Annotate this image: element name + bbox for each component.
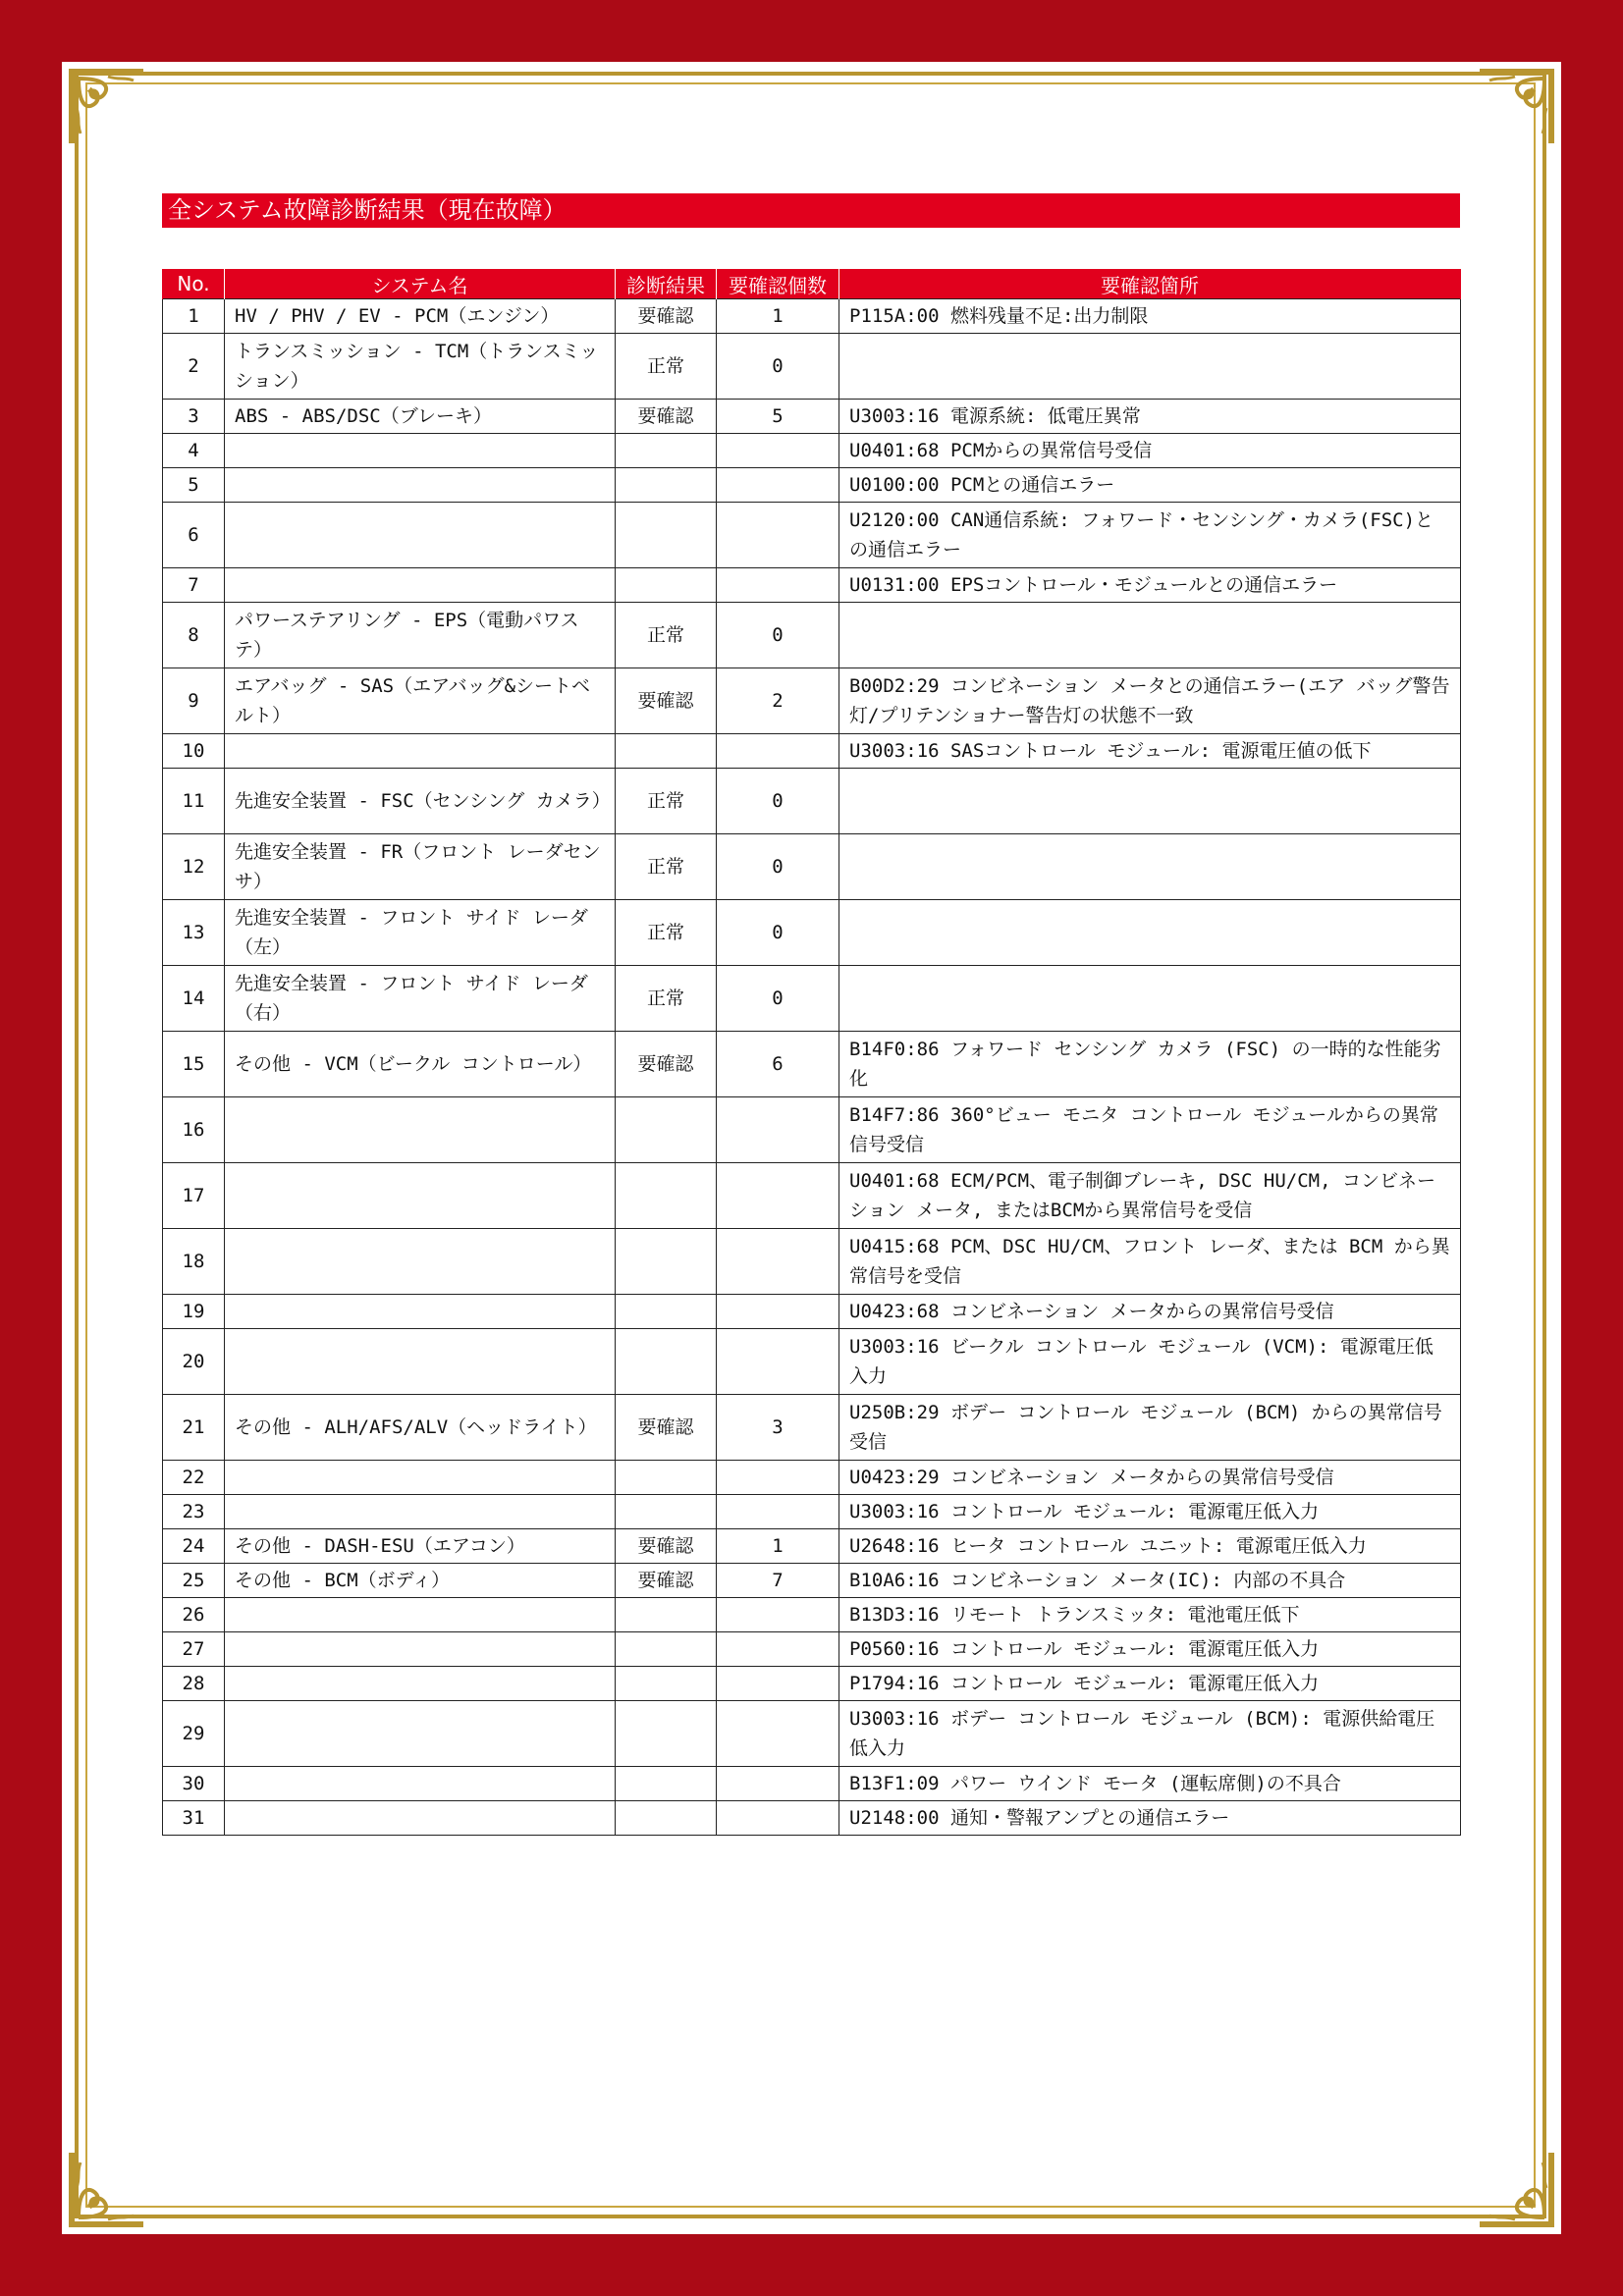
cell-check-count xyxy=(717,1097,839,1163)
cell-no: 27 xyxy=(163,1632,225,1667)
cell-system-name xyxy=(225,1667,616,1701)
cell-system-name xyxy=(225,1461,616,1495)
cell-no: 28 xyxy=(163,1667,225,1701)
cell-check-count xyxy=(717,468,839,503)
cell-diagnosis-result: 正常 xyxy=(616,769,717,834)
cell-no: 9 xyxy=(163,668,225,734)
cell-no: 23 xyxy=(163,1495,225,1529)
table-row xyxy=(163,1801,1461,1836)
table-row xyxy=(163,603,1461,668)
cell-diagnosis-result xyxy=(616,1701,717,1767)
cell-check-item: U3003:16 SASコントロール モジュール: 電源電圧値の低下 xyxy=(839,734,1461,769)
cell-system-name xyxy=(225,1229,616,1295)
cell-check-item: U250B:29 ボデー コントロール モジュール (BCM) からの異常信号受信 xyxy=(839,1395,1461,1461)
cell-diagnosis-result xyxy=(616,468,717,503)
cell-check-count: 0 xyxy=(717,603,839,668)
cell-check-item: U0100:00 PCMとの通信エラー xyxy=(839,468,1461,503)
table-row xyxy=(163,1598,1461,1632)
table-body xyxy=(163,299,1461,1836)
cell-check-count xyxy=(717,1229,839,1295)
cell-system-name: その他 - VCM（ビークル コントロール） xyxy=(225,1032,616,1097)
cell-system-name: その他 - ALH/AFS/ALV（ヘッドライト） xyxy=(225,1395,616,1461)
table-row xyxy=(163,299,1461,334)
cell-system-name xyxy=(225,434,616,468)
table-row xyxy=(163,1767,1461,1801)
cell-no: 17 xyxy=(163,1163,225,1229)
table-row xyxy=(163,1564,1461,1598)
table-row xyxy=(163,1229,1461,1295)
cell-system-name xyxy=(225,468,616,503)
table-row xyxy=(163,1097,1461,1163)
cell-system-name: その他 - BCM（ボディ） xyxy=(225,1564,616,1598)
cell-no: 24 xyxy=(163,1529,225,1564)
cell-system-name xyxy=(225,1801,616,1836)
cell-no: 16 xyxy=(163,1097,225,1163)
cell-check-item: U0423:29 コンビネーション メータからの異常信号受信 xyxy=(839,1461,1461,1495)
cell-check-count xyxy=(717,434,839,468)
table-row xyxy=(163,1461,1461,1495)
cell-no: 22 xyxy=(163,1461,225,1495)
cell-check-item: B13D3:16 リモート トランスミッタ: 電池電圧低下 xyxy=(839,1598,1461,1632)
table-row xyxy=(163,834,1461,900)
cell-system-name xyxy=(225,503,616,568)
cell-system-name: その他 - DASH-ESU（エアコン） xyxy=(225,1529,616,1564)
cell-no: 5 xyxy=(163,468,225,503)
cell-check-count xyxy=(717,1632,839,1667)
cell-no: 10 xyxy=(163,734,225,769)
table-row xyxy=(163,966,1461,1032)
cell-check-item: U0131:00 EPSコントロール・モジュールとの通信エラー xyxy=(839,568,1461,603)
cell-check-count xyxy=(717,1495,839,1529)
cell-check-item: P0560:16 コントロール モジュール: 電源電圧低入力 xyxy=(839,1632,1461,1667)
cell-diagnosis-result xyxy=(616,734,717,769)
cell-diagnosis-result xyxy=(616,1097,717,1163)
cell-check-item xyxy=(839,834,1461,900)
table-row xyxy=(163,1529,1461,1564)
cell-diagnosis-result xyxy=(616,1632,717,1667)
cell-check-item: U3003:16 ボデー コントロール モジュール (BCM): 電源供給電圧低入力 xyxy=(839,1701,1461,1767)
cell-check-item xyxy=(839,334,1461,400)
section-title: 全システム故障診断結果（現在故障） xyxy=(162,193,1460,228)
cell-check-count: 1 xyxy=(717,1529,839,1564)
cell-check-item xyxy=(839,900,1461,966)
cell-diagnosis-result xyxy=(616,1667,717,1701)
table-row xyxy=(163,1395,1461,1461)
cell-check-item: B00D2:29 コンビネーション メータとの通信エラー(エア バッグ警告灯/プリテンショナー警告灯の状態不一致 xyxy=(839,668,1461,734)
cell-no: 12 xyxy=(163,834,225,900)
cell-system-name: ABS - ABS/DSC（ブレーキ） xyxy=(225,400,616,434)
table-row xyxy=(163,1329,1461,1395)
cell-system-name xyxy=(225,1097,616,1163)
cell-check-count: 2 xyxy=(717,668,839,734)
cell-check-item: U2148:00 通知・警報アンプとの通信エラー xyxy=(839,1801,1461,1836)
cell-check-count xyxy=(717,1701,839,1767)
table-header-row xyxy=(163,269,1461,299)
cell-check-item: U0401:68 PCMからの異常信号受信 xyxy=(839,434,1461,468)
cell-system-name xyxy=(225,1632,616,1667)
cell-check-item: U2120:00 CAN通信系統: フォワード・センシング・カメラ(FSC)との通信エラー xyxy=(839,503,1461,568)
cell-no: 29 xyxy=(163,1701,225,1767)
cell-check-item: B14F0:86 フォワード センシング カメラ (FSC) の一時的な性能劣化 xyxy=(839,1032,1461,1097)
cell-system-name xyxy=(225,1329,616,1395)
cell-check-count xyxy=(717,1767,839,1801)
cell-system-name xyxy=(225,734,616,769)
cell-system-name: 先進安全装置 - フロント サイド レーダ（左） xyxy=(225,900,616,966)
cell-no: 26 xyxy=(163,1598,225,1632)
cell-no: 14 xyxy=(163,966,225,1032)
table-row xyxy=(163,1295,1461,1329)
cell-diagnosis-result: 正常 xyxy=(616,966,717,1032)
ornament-corner-icon xyxy=(1476,65,1558,147)
cell-system-name: 先進安全装置 - フロント サイド レーダ（右） xyxy=(225,966,616,1032)
cell-check-item: P1794:16 コントロール モジュール: 電源電圧低入力 xyxy=(839,1667,1461,1701)
table-row xyxy=(163,503,1461,568)
cell-check-item: B10A6:16 コンビネーション メータ(IC): 内部の不具合 xyxy=(839,1564,1461,1598)
cell-no: 30 xyxy=(163,1767,225,1801)
cell-check-item: U2648:16 ヒータ コントロール ユニット: 電源電圧低入力 xyxy=(839,1529,1461,1564)
table-row xyxy=(163,1632,1461,1667)
cell-check-item: U0415:68 PCM、DSC HU/CM、フロント レーダ、または BCM から異常信号を受信 xyxy=(839,1229,1461,1295)
column-header-check: 要確認箇所 xyxy=(839,269,1461,299)
cell-no: 13 xyxy=(163,900,225,966)
table-row xyxy=(163,400,1461,434)
cell-check-count xyxy=(717,568,839,603)
cell-system-name: トランスミッション - TCM（トランスミッション） xyxy=(225,334,616,400)
cell-system-name xyxy=(225,568,616,603)
cell-check-count xyxy=(717,1667,839,1701)
cell-diagnosis-result xyxy=(616,1163,717,1229)
cell-diagnosis-result: 要確認 xyxy=(616,1564,717,1598)
cell-check-count xyxy=(717,1598,839,1632)
table-row xyxy=(163,434,1461,468)
cell-check-count xyxy=(717,1163,839,1229)
cell-diagnosis-result xyxy=(616,1461,717,1495)
cell-diagnosis-result: 正常 xyxy=(616,334,717,400)
cell-no: 19 xyxy=(163,1295,225,1329)
cell-diagnosis-result xyxy=(616,1229,717,1295)
cell-system-name: エアバッグ - SAS（エアバッグ&シートベルト） xyxy=(225,668,616,734)
cell-system-name xyxy=(225,1701,616,1767)
table-row xyxy=(163,769,1461,834)
cell-system-name xyxy=(225,1163,616,1229)
cell-check-item: U3003:16 電源系統: 低電圧異常 xyxy=(839,400,1461,434)
table-row xyxy=(163,568,1461,603)
cell-diagnosis-result: 要確認 xyxy=(616,668,717,734)
table-row xyxy=(163,1495,1461,1529)
cell-check-count xyxy=(717,1295,839,1329)
cell-check-count: 0 xyxy=(717,900,839,966)
cell-diagnosis-result: 要確認 xyxy=(616,1395,717,1461)
cell-diagnosis-result xyxy=(616,568,717,603)
cell-diagnosis-result xyxy=(616,1495,717,1529)
cell-check-item xyxy=(839,603,1461,668)
column-header-result: 診断結果 xyxy=(616,269,717,299)
column-header-count: 要確認個数 xyxy=(717,269,839,299)
cell-check-item: U0401:68 ECM/PCM、電子制御ブレーキ, DSC HU/CM, コンビネーション メータ, またはBCMから異常信号を受信 xyxy=(839,1163,1461,1229)
cell-diagnosis-result: 正常 xyxy=(616,900,717,966)
cell-diagnosis-result xyxy=(616,1767,717,1801)
cell-no: 7 xyxy=(163,568,225,603)
cell-system-name xyxy=(225,1495,616,1529)
table-row xyxy=(163,668,1461,734)
cell-diagnosis-result: 正常 xyxy=(616,834,717,900)
cell-diagnosis-result xyxy=(616,434,717,468)
cell-diagnosis-result: 要確認 xyxy=(616,1529,717,1564)
cell-check-count: 7 xyxy=(717,1564,839,1598)
cell-system-name: パワーステアリング - EPS（電動パワステ） xyxy=(225,603,616,668)
diagnosis-table xyxy=(162,269,1461,1836)
column-header-no: No. xyxy=(163,269,225,299)
cell-no: 8 xyxy=(163,603,225,668)
cell-check-item: U3003:16 コントロール モジュール: 電源電圧低入力 xyxy=(839,1495,1461,1529)
ornament-corner-icon xyxy=(65,2149,147,2231)
cell-no: 15 xyxy=(163,1032,225,1097)
table-row xyxy=(163,1701,1461,1767)
cell-diagnosis-result xyxy=(616,1295,717,1329)
cell-check-item: B14F7:86 360°ビュー モニタ コントロール モジュールからの異常信号受信 xyxy=(839,1097,1461,1163)
cell-no: 1 xyxy=(163,299,225,334)
table-row xyxy=(163,900,1461,966)
cell-check-count: 0 xyxy=(717,769,839,834)
cell-check-item xyxy=(839,769,1461,834)
cell-no: 21 xyxy=(163,1395,225,1461)
cell-no: 3 xyxy=(163,400,225,434)
ornament-corner-icon xyxy=(65,65,147,147)
cell-check-count: 5 xyxy=(717,400,839,434)
cell-diagnosis-result: 要確認 xyxy=(616,400,717,434)
cell-check-count: 0 xyxy=(717,334,839,400)
cell-check-count: 0 xyxy=(717,834,839,900)
cell-diagnosis-result xyxy=(616,1598,717,1632)
ornament-corner-icon xyxy=(1476,2149,1558,2231)
cell-no: 11 xyxy=(163,769,225,834)
table-row xyxy=(163,468,1461,503)
cell-system-name xyxy=(225,1598,616,1632)
cell-system-name xyxy=(225,1295,616,1329)
cell-no: 2 xyxy=(163,334,225,400)
cell-no: 6 xyxy=(163,503,225,568)
cell-check-item: B13F1:09 パワー ウインド モータ (運転席側)の不具合 xyxy=(839,1767,1461,1801)
cell-no: 25 xyxy=(163,1564,225,1598)
cell-check-item: U0423:68 コンビネーション メータからの異常信号受信 xyxy=(839,1295,1461,1329)
cell-no: 20 xyxy=(163,1329,225,1395)
cell-check-count: 3 xyxy=(717,1395,839,1461)
cell-diagnosis-result xyxy=(616,1801,717,1836)
cell-system-name: 先進安全装置 - FR（フロント レーダセンサ） xyxy=(225,834,616,900)
cell-check-count: 0 xyxy=(717,966,839,1032)
cell-check-count: 6 xyxy=(717,1032,839,1097)
cell-check-count xyxy=(717,1329,839,1395)
cell-no: 18 xyxy=(163,1229,225,1295)
cell-diagnosis-result xyxy=(616,503,717,568)
cell-check-count xyxy=(717,503,839,568)
table-row xyxy=(163,1163,1461,1229)
cell-system-name xyxy=(225,1767,616,1801)
table-row xyxy=(163,734,1461,769)
cell-no: 31 xyxy=(163,1801,225,1836)
cell-diagnosis-result: 要確認 xyxy=(616,1032,717,1097)
cell-check-count xyxy=(717,1461,839,1495)
column-header-system: システム名 xyxy=(225,269,616,299)
table-row xyxy=(163,1667,1461,1701)
cell-check-count xyxy=(717,1801,839,1836)
cell-diagnosis-result xyxy=(616,1329,717,1395)
cell-no: 4 xyxy=(163,434,225,468)
cell-diagnosis-result: 要確認 xyxy=(616,299,717,334)
cell-check-item: P115A:00 燃料残量不足:出力制限 xyxy=(839,299,1461,334)
cell-check-count xyxy=(717,734,839,769)
cell-check-count: 1 xyxy=(717,299,839,334)
table-row xyxy=(163,334,1461,400)
cell-diagnosis-result: 正常 xyxy=(616,603,717,668)
cell-system-name: HV / PHV / EV - PCM（エンジン） xyxy=(225,299,616,334)
cell-check-item: U3003:16 ビークル コントロール モジュール (VCM): 電源電圧低入力 xyxy=(839,1329,1461,1395)
cell-system-name: 先進安全装置 - FSC（センシング カメラ） xyxy=(225,769,616,834)
table-row xyxy=(163,1032,1461,1097)
cell-check-item xyxy=(839,966,1461,1032)
